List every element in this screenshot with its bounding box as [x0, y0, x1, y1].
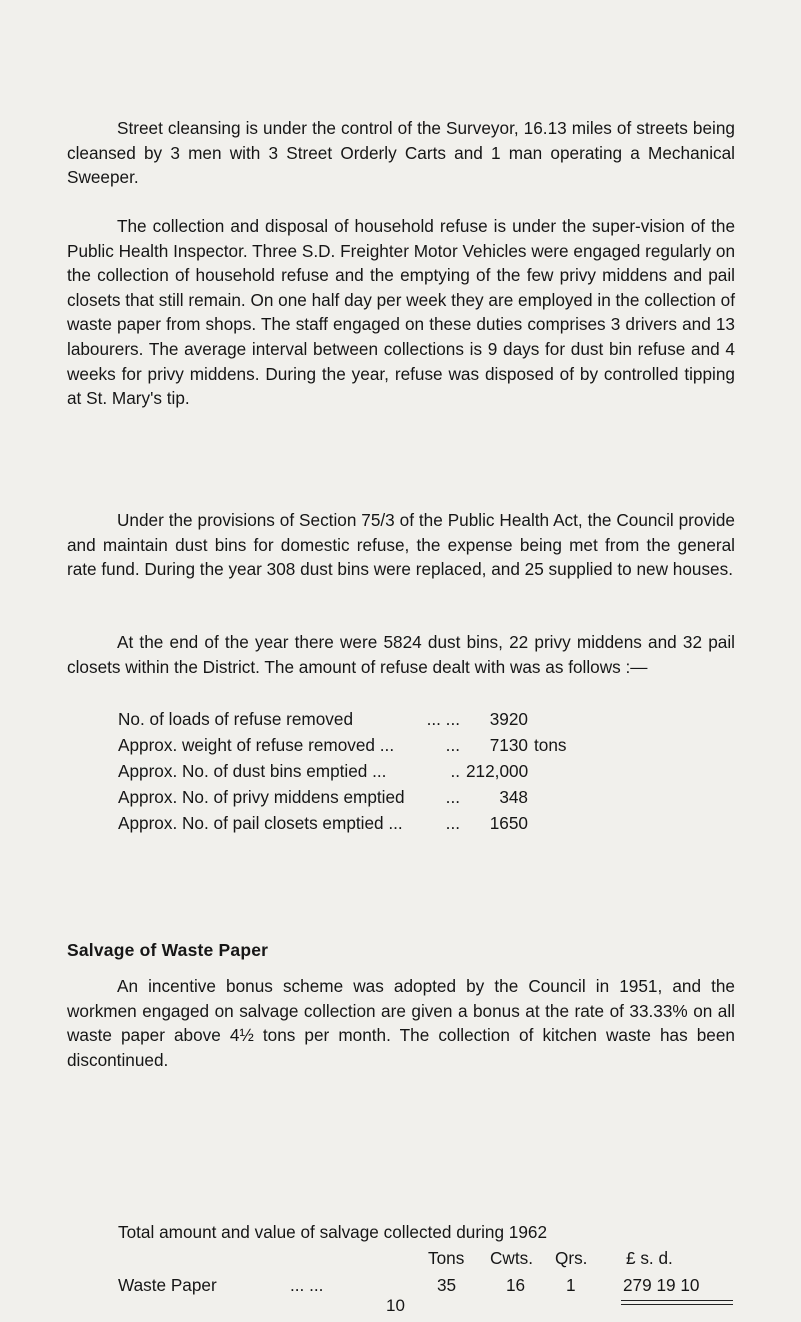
leader-dots: ... ...	[290, 1275, 324, 1295]
year-end-paragraph: At the end of the year there were 5824 dust bins, 22 privy middens and 32 pail closets within the District. The amount of refuse dealt with was as follows :—	[67, 632, 735, 677]
stat-value: 1650	[489, 813, 528, 833]
stat-label: Approx. No. of dust bins emptied ...	[118, 761, 387, 781]
stat-value: 7130	[489, 735, 528, 755]
stat-row	[118, 759, 678, 783]
row-tons: 35	[437, 1275, 457, 1295]
leader-dots: ...	[445, 787, 460, 807]
stat-unit: tons	[534, 735, 567, 755]
col-header-cwts: Cwts.	[490, 1248, 533, 1268]
dust-bins-paragraph: Under the provisions of Section 75/3 of the Public Health Act, the Council provide and maintain dust bins for domestic refuse, the expense being met from the general rate fund. During the year 308 dust bins were replaced, and 25 supplied to new houses.	[67, 510, 735, 580]
page-number: 10	[386, 1296, 405, 1315]
salvage-paragraph: An incentive bonus scheme was adopted by the Council in 1951, and the workmen engaged on salvage collection are given a bonus at the rate of 33.33% on all waste paper above 4½ tons per month. The collection of kitchen waste has been discontinued.	[67, 976, 735, 1070]
row-money: 279 19 10	[623, 1275, 700, 1295]
stat-value: 3920	[489, 709, 528, 729]
stat-value: 212,000	[466, 761, 529, 781]
row-label: Waste Paper	[118, 1275, 217, 1295]
stat-row	[118, 811, 678, 835]
stat-value: 348	[499, 787, 528, 807]
street-cleansing-paragraph: Street cleansing is under the control of the Surveyor, 16.13 miles of streets being cleansed by 3 men with 3 Street Orderly Carts and 1 man operating a Mechanical Sweeper.	[67, 118, 735, 188]
col-header-money: £ s. d.	[626, 1248, 673, 1268]
salvage-heading: Salvage of Waste Paper	[67, 940, 269, 960]
row-qrs: 1	[566, 1275, 576, 1295]
refuse-collection-paragraph: The collection and disposal of household refuse is under the super-vision of the Public Health Inspector. Three S.D. Freighter Motor Vehicles were engaged regularly on the collection of household refuse and the emptying of the few privy middens and pail closets that still remain. On one half day per week they are employed in the collection of waste paper from shops. The staff engaged on these duties comprises 3 drivers and 13 labourers. The average interval between collections is 9 days for dust bin refuse and 4 weeks for privy middens. During the year, refuse was disposed of by controlled tipping at St. Mary's tip.	[67, 216, 735, 409]
col-header-tons: Tons	[428, 1248, 465, 1268]
leader-dots: ...	[445, 813, 460, 833]
stat-row	[118, 733, 678, 757]
stat-label: Approx. No. of pail closets emptied ...	[118, 813, 403, 833]
stat-label: Approx. No. of privy middens emptied	[118, 787, 405, 807]
stat-row	[118, 785, 678, 809]
stat-row	[118, 707, 678, 731]
leader-dots: ... ...	[426, 709, 460, 729]
stat-label: No. of loads of refuse removed	[118, 709, 354, 729]
total-rule	[621, 1300, 733, 1301]
stat-label: Approx. weight of refuse removed ...	[118, 735, 395, 755]
salvage-total-line: Total amount and value of salvage collected during 1962	[118, 1222, 548, 1242]
leader-dots: ...	[445, 735, 460, 755]
row-cwts: 16	[506, 1275, 526, 1295]
total-rule	[621, 1304, 733, 1305]
col-header-qrs: Qrs.	[555, 1248, 588, 1268]
leader-dots: ..	[450, 761, 460, 781]
